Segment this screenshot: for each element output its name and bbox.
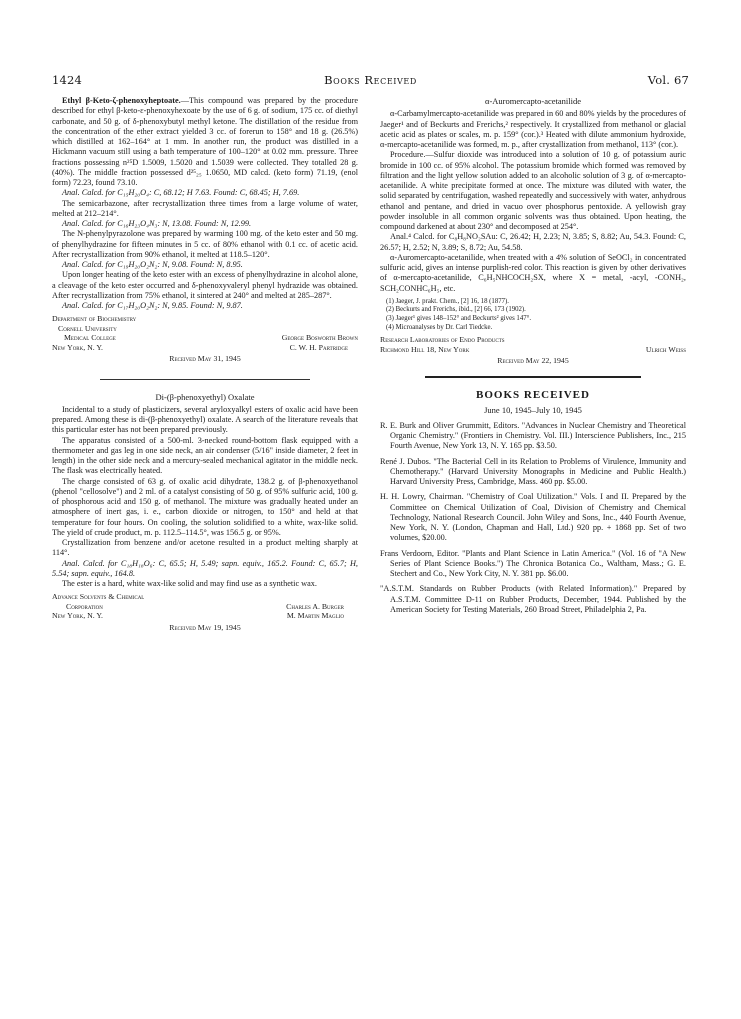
paragraph: α-Carbamylmercapto-acetanilide was prepared in 60 and 80% yields by the procedures of Jaeger¹ and of Beckurts and Frerichs,² respectively. It crystallized from methanol or glacial acetic acid as plates or scales, m. p. 159° (cor.).³ Heated with dilute ammonium hydroxide, α-mercapto-acetanilide was formed, m. p., after crystallization from methanol, 113° (cor.).: [380, 109, 686, 149]
paragraph: The charge consisted of 63 g. of oxalic acid dihydrate, 138.2 g. of β-phenoxyethanol (phenol "cellosolve") and 2 ml. of a catalyst consisting of 50 g. of 95% sulfuric acid, 100 g. of phosphorous acid and 150 g. of methanol. The mixture was gradually heated under an atmosphere of inert gas, i. e., carbon dioxide or nitrogen, to 150° and held at that temperature for four hours. On cooling, the solution solidified to a white, wax-like solid. The yield of crude product, m. p. 112.5–114.5°, was 156.5 g. or 95%.: [52, 476, 358, 537]
date-range: June 10, 1945–July 10, 1945: [484, 404, 582, 415]
books-received-section: [380, 390, 686, 615]
paragraph: Incidental to a study of plasticizers, several aryloxyalkyl esters of oxalic acid have been prepared. Among these is di-(β-phenoxyethyl) oxalate. A search of the literature reveals that this particular ester has not been prepared previously.: [52, 404, 358, 435]
author-name: Charles A. Burger: [286, 601, 344, 611]
paragraph: Procedure.—Sulfur dioxide was introduced into a solution of 10 g. of potassium auric bromide in 100 cc. of 95% alcohol. The potassium bromide which formed was removed by filtration and the light yellow solution added to an alcoholic solution of 3 g. of α-mercapto-acetanilide. A white precipitate formed at once. The mixture was diluted with water, the solid separated by centrifugation, washed repeatedly and successively with water, anhydrous ethanol and pentane, and dried in vacuo over phosphorus pentoxide. A yellowish gray powder insoluble in all common organic solvents was thus obtained. Upon heating, the compound darkened at about 230° and decomposed at 254°.: [380, 150, 686, 231]
book-entry: "A.S.T.M. Standards on Rubber Products (with Related Information)." Prepared by A.S.T.M. Committee D-11 on Rubber Products, December, 1944. Published by the American Society for Testing Materials, 260 Broad Street, Philadelphia 2, Pa.: [380, 584, 686, 614]
article-title: Di-(β-phenoxyethyl) Oxalate: [155, 391, 255, 402]
analysis-paragraph: Anal. Calcd. for C₁₈H₁₈O₆: C, 65.5; H, 5.49; sapn. equiv., 165.2. Found: C, 65.7; H, 5.54; sapn. equiv., 164.8.: [52, 558, 358, 578]
signature-block: [52, 592, 358, 621]
received-date: Received May 22, 1945: [497, 356, 569, 366]
affiliation-city: New York, N. Y.: [52, 611, 103, 621]
paragraph: The semicarbazone, after recrystallization three times from a large volume of water, melted at 212–214°.: [52, 198, 358, 218]
affiliation-city: Richmond Hill 18, New York: [380, 344, 470, 354]
article-ethyl-keto-phenoxyheptoate: [52, 96, 358, 365]
footnote: (4) Microanalyses by Dr. Carl Tiedcke.: [386, 323, 493, 331]
article-di-phenoxyethyl-oxalate: [52, 392, 358, 634]
author-name: C. W. H. Partridge: [289, 342, 348, 352]
analysis-paragraph: Anal. Calcd. for C₁₇H₂₀O₂N₂: N, 9.85. Found: N, 9.87.: [62, 301, 243, 310]
article-title: Ethyl β-Keto-ζ-phenoxyheptoate.: [62, 96, 181, 105]
volume-label: Vol. 67: [647, 73, 689, 87]
paragraph: The N-phenylpyrazolone was prepared by warming 100 mg. of the keto ester and 50 mg. of phenylhydrazine for fifteen minutes in 5 cc. of 80% ethanol with 0.1 cc. of acetic acid. After recrystallization from 90% ethanol, it melted at 118.5–120°.: [52, 229, 358, 259]
footnote: (2) Beckurts and Frerichs, ibid., [2] 66, 173 (1902).: [386, 306, 526, 314]
analysis-paragraph: Anal.⁴ Calcd. for C₈H₈NO₂SAu: C, 26.42; H, 2.23; N, 3.85; S, 8.82; Au, 54.3. Found: C, 26.57; H, 2.52; N, 3.89; S, 8.72; Au, 54.58.: [380, 232, 686, 252]
section-divider: [425, 376, 641, 378]
left-column: [52, 96, 358, 633]
running-title: Books Received: [324, 73, 417, 87]
page-number: 1424: [52, 73, 83, 87]
right-column: [380, 96, 686, 620]
paragraph: —This compound was prepared by the procedure described for ethyl β-keto-ε-phenoxyhexoate by the use of 6 g. of sodium, 175 cc. of diethyl carbonate, and 50 g. of δ-phenoxybutyl methyl ketone. The distillation of the residue from the concentration of the ether extract yielded 3 cc. of forerun to 158° and 18 g. (26.5%) which distilled at 162–164° at 1 mm. In another run, the product was distilled in a Hickmann vacuum still using a bath temperature of 100–120° at 0.02 mm. pressure. Three fractions possessing n²⁵D 1.5009, 1.5020 and 1.5039 were collected. They totalled 28 g. (40%). The middle fraction possessed d²⁵₂₅ 1.0650, MD calcd. (keto form) 71.19, (enol form) 72.23, found 73.10.: [52, 96, 358, 187]
author-name: Ulrich Weiss: [645, 344, 686, 354]
paragraph: Upon longer heating of the keto ester with an excess of phenylhydrazine in alcohol alone, a cleavage of the keto ester occurred and δ-phenoxyvaleryl phenyl hydrazide was obtained. After recrystallization from 75% ethanol, it sintered at 240° and melted at 285–287°.: [52, 270, 358, 300]
footnote: (3) Jaeger¹ gives 148–152° and Beckurts² gives 147°.: [386, 314, 532, 322]
paragraph: The apparatus consisted of a 500-ml. 3-necked round-bottom flask equipped with a thermometer and gas leg in one side neck, an air condenser (5/16" inside diameter, 2 feet in length) in the other side neck and a mercury-sealed mechanical agitator in the middle neck. The flask was electrically heated.: [52, 435, 358, 476]
paragraph: α-Auromercapto-acetanilide, when treated with a 4% solution of SeOCl₂ in concentrated sulfuric acid, gives an intense purplish-red color. This reaction is given by other derivatives of α-mercapto-acetanilide, C₆H₅NHCOCH₂SX, where X = metal, -acyl, -CONH₂, SCH₂CONHC₆H₅, etc.: [380, 252, 686, 293]
footnotes: [380, 298, 686, 332]
paragraph: The ester is a hard, white wax-like solid and may find use as a synthetic wax.: [62, 579, 317, 588]
footnote: (1) Jaeger, J. prakt. Chem., [2] 16, 18 (1877).: [386, 297, 509, 305]
affiliation-line: Research Laboratories of Endo Products: [380, 335, 505, 345]
author-name: M. Martin Maglio: [286, 611, 344, 621]
analysis-paragraph: Anal. Calcd. for C₁₅H₂₀O₄: C, 68.12; H 7.63. Found: C, 68.45; H, 7.69.: [62, 188, 300, 198]
running-header: [52, 73, 689, 87]
affiliation-line: Department of Biochemistry: [52, 314, 137, 324]
received-date: Received May 19, 1945: [169, 622, 241, 632]
analysis-paragraph: Anal. Calcd. for C₁₆H₂₃O₄N₃: N, 13.08. Found: N, 12.99.: [62, 219, 252, 228]
signature-block: [52, 314, 358, 352]
affiliation-line: Corporation: [66, 601, 103, 611]
section-divider: [100, 379, 310, 380]
article-title: α-Auromercapto-acetanilide: [484, 96, 581, 106]
book-entry: Frans Verdoorn, Editor. "Plants and Plant Science in Latin America." (Vol. 16 of "A New Series of Plant Science Books.") The Chronica Botanica Co., Waltham, Mass.; G. E. Stechert and Co., New York City, N. Y. 381 pp. $6.00.: [380, 548, 686, 579]
affiliation-line: Medical College: [64, 333, 116, 343]
book-entry: H. H. Lowry, Chairman. "Chemistry of Coal Utilization." Vols. I and II. Prepared by the Committee on Chemical Utilization of Coal, Division of Chemistry and Chemical Technology, National Research Council. John Wiley and Sons, Inc., 440 Fourth Avenue, New York, N. Y. (London, Chapman and Hall, Ltd.) 920 pp. + 1868 pp. Set of two volumes, $20.00.: [380, 492, 686, 543]
signature-block: [380, 335, 686, 354]
article-auromercapto-acetanilide: [380, 96, 686, 366]
book-entry: R. E. Burk and Oliver Grummitt, Editors. "Advances in Nuclear Chemistry and Theoretical Organic Chemistry." (Frontiers in Chemistry. Vol. III.) Interscience Publishers, Inc., 215 Fourth Avenue, New York 13, N. Y. 165 pp. $3.50.: [380, 420, 686, 451]
author-name: George Bosworth Brown: [281, 333, 358, 343]
book-entry: René J. Dubos. "The Bacterial Cell in its Relation to Problems of Virulence, Immunity and Chemotherapy." (Harvard University Monographs in Medicine and Public Health.) Harvard University Press, Cambridge, Mass. 460 pp. $5.00.: [380, 456, 686, 487]
affiliation-city: New York, N. Y.: [52, 342, 103, 352]
received-date: Received May 31, 1945: [169, 354, 241, 364]
analysis-paragraph: Anal. Calcd. for C₁₉H₂₀O₂N₂: N, 9.08. Found: N, 8.95.: [62, 260, 243, 269]
paragraph: Crystallization from benzene and/or acetone resulted in a product melting sharply at 114°.: [52, 538, 358, 558]
affiliation-line: Advance Solvents & Chemical: [52, 592, 145, 602]
affiliation-line: Cornell University: [58, 323, 117, 333]
section-heading: BOOKS RECEIVED: [476, 389, 590, 402]
